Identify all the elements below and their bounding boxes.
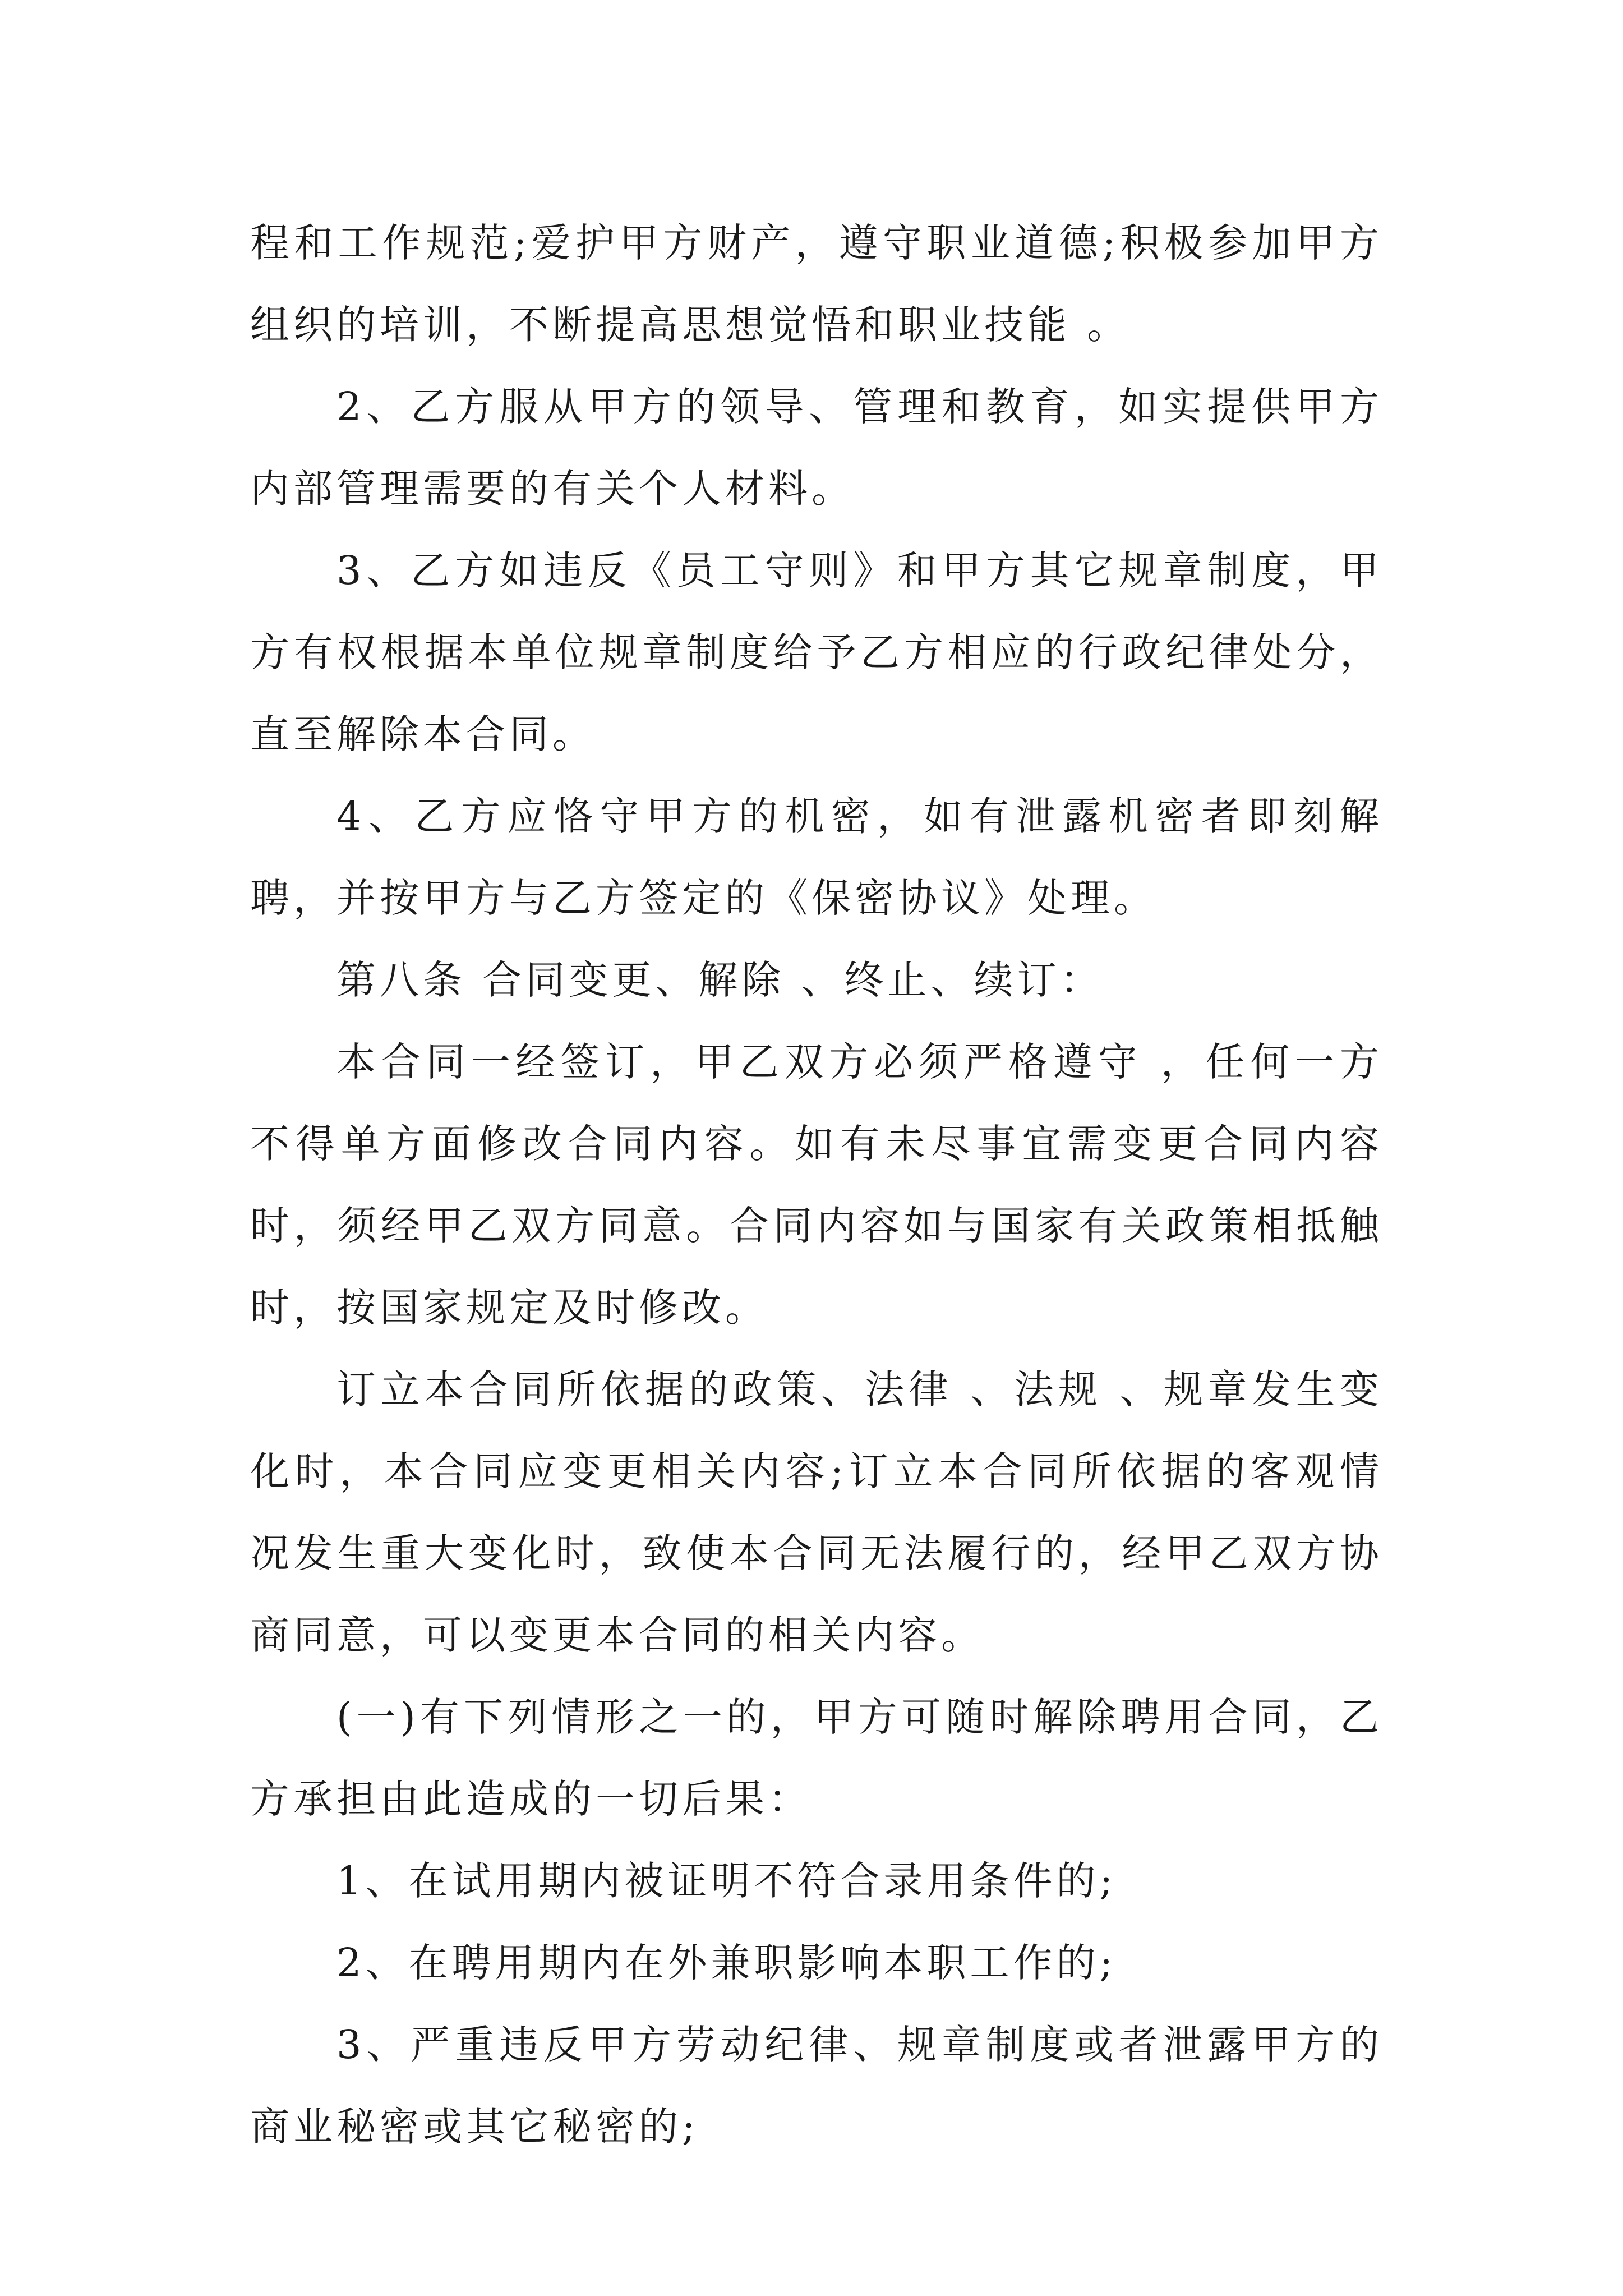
paragraph-contract-change: 订立本合同所依据的政策、法律 、法规 、规章发生变化时，本合同应变更相关内容;订立本合同所依据的客观情况发生重大变化时，致使本合同无法履行的，经甲乙双方协商同意，可以变更本合同的相关内容。: [250, 1366, 1383, 1658]
paragraph-termination-intro: (一)有下列情形之一的，甲方可随时解除聘用合同，乙方承担由此造成的一切后果：: [250, 1694, 1383, 1822]
list-item-termination-3: 3、严重违反甲方劳动纪律、规章制度或者泄露甲方的商业秘密或其它秘密的;: [250, 2022, 1383, 2150]
contract-body: [250, 202, 1383, 2168]
article-8-heading: 第八条 合同变更、解除 、终止、续订：: [336, 957, 1104, 1003]
paragraph-work-rules: 程和工作规范;爱护甲方财产，遵守职业道德;积极参加甲方组织的培训，不断提高思想觉悟和职业技能 。: [250, 220, 1383, 348]
paragraph-contract-binding: 本合同一经签订，甲乙双方必须严格遵守 ，任何一方不得单方面修改合同内容。如有未尽事宜需变更合同内容时，须经甲乙双方同意。合同内容如与国家有关政策相抵触时，按国家规定及时修改。: [250, 1039, 1383, 1331]
list-item-termination-2: 2、在聘用期内在外兼职影响本职工作的;: [336, 1940, 1117, 1986]
paragraph-clause-3: 3、乙方如违反《员工守则》和甲方其它规章制度，甲方有权根据本单位规章制度给予乙方相应的行政纪律处分，直至解除本合同。: [250, 547, 1383, 757]
list-item-termination-1: 1、在试用期内被证明不符合录用条件的;: [336, 1858, 1117, 1904]
paragraph-clause-2: 2、乙方服从甲方的领导、管理和教育，如实提供甲方内部管理需要的有关个人材料。: [250, 384, 1383, 512]
paragraph-clause-4: 4、乙方应恪守甲方的机密，如有泄露机密者即刻解聘，并按甲方与乙方签定的《保密协议》处理。: [250, 793, 1383, 921]
